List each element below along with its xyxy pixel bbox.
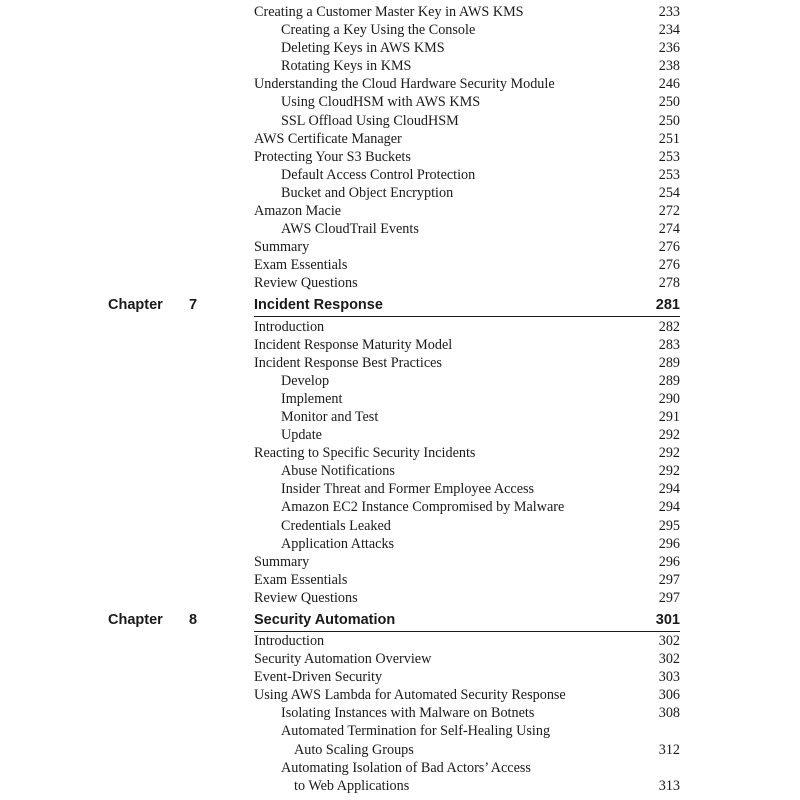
- toc-section-row: [0, 668, 800, 686]
- toc-section-row: [0, 650, 800, 668]
- toc-page-number: 302: [658, 651, 680, 668]
- chapter-number: 7: [189, 297, 198, 313]
- toc-entry-title: Amazon Macie: [254, 203, 342, 220]
- toc-page-number: 246: [658, 76, 680, 93]
- chapter-label: Chapter: [108, 297, 163, 313]
- toc-section-row: [0, 354, 800, 372]
- chapter-number: 8: [189, 611, 198, 628]
- toc-entry-title: Creating a Key Using the Console: [281, 22, 476, 39]
- toc-entry-title: Default Access Control Protection: [281, 166, 476, 183]
- toc-subsection-row: [0, 498, 800, 516]
- toc-entry-title: Event-Driven Security: [254, 669, 383, 686]
- toc-section-row: [0, 589, 800, 607]
- toc-entry-title: Introduction: [254, 318, 325, 335]
- toc-section-row: [0, 444, 800, 462]
- toc-entry-title: Develop: [281, 372, 330, 389]
- toc-entry-title: SSL Offload Using CloudHSM: [281, 112, 459, 129]
- toc-page-number: 297: [658, 589, 680, 606]
- toc-entry-title: AWS CloudTrail Events: [281, 221, 419, 238]
- toc-subsection-row: [0, 462, 800, 480]
- toc-page-number: 253: [658, 148, 680, 165]
- toc-subsection-row: [0, 220, 800, 238]
- toc-section-row: [0, 318, 800, 336]
- table-of-contents: [0, 3, 800, 795]
- toc-section-row: [0, 571, 800, 589]
- toc-entry-title: Introduction: [254, 633, 325, 649]
- toc-section-row: [0, 336, 800, 354]
- toc-page-number: 295: [658, 517, 680, 534]
- toc-entry-title: Review Questions: [254, 589, 358, 606]
- toc-section-row: [0, 553, 800, 571]
- toc-entry-title: Exam Essentials: [254, 257, 348, 274]
- toc-page-number: 292: [658, 463, 680, 480]
- toc-subsection-row: [0, 517, 800, 535]
- toc-entry-title: Review Questions: [254, 275, 358, 292]
- toc-page-number: 250: [658, 112, 680, 129]
- toc-subsection-row: [0, 21, 800, 39]
- toc-subsection-row: [0, 777, 800, 795]
- toc-subsection-row: [0, 704, 800, 722]
- toc-section-row: [0, 148, 800, 166]
- toc-entry-title: Monitor and Test: [281, 408, 379, 425]
- toc-page-number: 276: [658, 239, 680, 256]
- toc-entry-title: to Web Applications: [294, 777, 410, 794]
- toc-page-number: 296: [658, 535, 680, 552]
- toc-page-number: 251: [658, 130, 680, 147]
- toc-subsection-row: [0, 722, 800, 740]
- toc-section-row: [0, 686, 800, 704]
- toc-entry-title: Incident Response Maturity Model: [254, 336, 453, 353]
- toc-entry-title: Insider Threat and Former Employee Access: [281, 481, 535, 498]
- toc-subsection-row: [0, 759, 800, 777]
- toc-page-number: 313: [658, 777, 680, 794]
- toc-subsection-row: [0, 390, 800, 408]
- toc-page-number: 290: [658, 390, 680, 407]
- chapter-page-number: 281: [655, 297, 680, 313]
- toc-entry-title: Using CloudHSM with AWS KMS: [281, 94, 481, 111]
- toc-section-row: [0, 3, 800, 21]
- toc-entry-title: Auto Scaling Groups: [294, 741, 414, 758]
- toc-page-number: 236: [658, 40, 680, 57]
- toc-page-number: 278: [658, 275, 680, 292]
- toc-entry-title: Rotating Keys in KMS: [281, 58, 412, 75]
- toc-page-number: 294: [658, 481, 680, 498]
- toc-entry-title: Automated Termination for Self-Healing Using: [281, 723, 551, 740]
- toc-page-number: 289: [658, 354, 680, 371]
- toc-page-number: 296: [658, 553, 680, 570]
- toc-section-row: [0, 130, 800, 148]
- toc-page-number: 292: [658, 445, 680, 462]
- toc-subsection-row: [0, 408, 800, 426]
- toc-page-number: 283: [658, 336, 680, 353]
- toc-subsection-row: [0, 166, 800, 184]
- toc-subsection-row: [0, 39, 800, 57]
- toc-subsection-row: [0, 426, 800, 444]
- toc-entry-title: Summary: [254, 553, 310, 570]
- toc-entry-title: Creating a Customer Master Key in AWS KMS: [254, 4, 524, 20]
- toc-section-row: [0, 75, 800, 93]
- toc-subsection-row: [0, 184, 800, 202]
- toc-subsection-row: [0, 741, 800, 759]
- chapter-title: Incident Response: [254, 297, 383, 313]
- chapter-heading-row: [0, 293, 800, 317]
- toc-entry-title: Deleting Keys in AWS KMS: [281, 40, 445, 57]
- toc-entry-title: Credentials Leaked: [281, 517, 391, 534]
- toc-section-row: [0, 632, 800, 650]
- toc-page-number: 294: [658, 499, 680, 516]
- toc-entry-title: Abuse Notifications: [281, 463, 395, 480]
- toc-page-number: 289: [658, 372, 680, 389]
- chapter-label: Chapter: [108, 611, 163, 628]
- toc-entry-title: Using AWS Lambda for Automated Security Response: [254, 687, 566, 704]
- toc-page-number: 233: [658, 4, 680, 20]
- toc-entry-title: AWS Certificate Manager: [254, 130, 402, 147]
- toc-page-number: 282: [658, 318, 680, 335]
- toc-entry-title: Isolating Instances with Malware on Botnets: [281, 705, 535, 722]
- toc-subsection-row: [0, 372, 800, 390]
- toc-section-row: [0, 238, 800, 256]
- toc-subsection-row: [0, 93, 800, 111]
- toc-page-number: 302: [658, 633, 680, 649]
- toc-page-number: 276: [658, 257, 680, 274]
- toc-entry-title: Update: [281, 427, 322, 444]
- toc-page-number: 303: [658, 669, 680, 686]
- chapter-heading-row: [0, 608, 800, 632]
- toc-entry-title: Protecting Your S3 Buckets: [254, 148, 411, 165]
- toc-subsection-row: [0, 535, 800, 553]
- toc-entry-title: Automating Isolation of Bad Actors’ Access: [281, 759, 531, 776]
- toc-page-number: 272: [658, 203, 680, 220]
- toc-section-row: [0, 274, 800, 292]
- toc-page-number: 308: [658, 705, 680, 722]
- toc-entry-title: Understanding the Cloud Hardware Security Module: [254, 76, 555, 93]
- toc-entry-title: Application Attacks: [281, 535, 395, 552]
- toc-page-number: 306: [658, 687, 680, 704]
- toc-page-number: 291: [658, 408, 680, 425]
- toc-page-number: 254: [658, 184, 680, 201]
- toc-subsection-row: [0, 57, 800, 75]
- toc-entry-title: Bucket and Object Encryption: [281, 184, 454, 201]
- toc-subsection-row: [0, 480, 800, 498]
- toc-section-row: [0, 256, 800, 274]
- toc-entry-title: Summary: [254, 239, 310, 256]
- toc-section-row: [0, 202, 800, 220]
- toc-page-number: 292: [658, 427, 680, 444]
- toc-page-number: 274: [658, 221, 680, 238]
- toc-entry-title: Security Automation Overview: [254, 651, 432, 668]
- chapter-title: Security Automation: [254, 611, 396, 628]
- toc-page-number: 297: [658, 571, 680, 588]
- toc-entry-title: Reacting to Specific Security Incidents: [254, 445, 476, 462]
- toc-entry-title: Implement: [281, 390, 343, 407]
- toc-entry-title: Amazon EC2 Instance Compromised by Malware: [281, 499, 565, 516]
- toc-page-number: 238: [658, 58, 680, 75]
- toc-page-number: 234: [658, 22, 680, 39]
- toc-entry-title: Incident Response Best Practices: [254, 354, 442, 371]
- chapter-page-number: 301: [655, 611, 680, 628]
- toc-subsection-row: [0, 112, 800, 130]
- toc-page-number: 250: [658, 94, 680, 111]
- toc-entry-title: Exam Essentials: [254, 571, 348, 588]
- toc-page-number: 312: [658, 741, 680, 758]
- toc-page-number: 253: [658, 166, 680, 183]
